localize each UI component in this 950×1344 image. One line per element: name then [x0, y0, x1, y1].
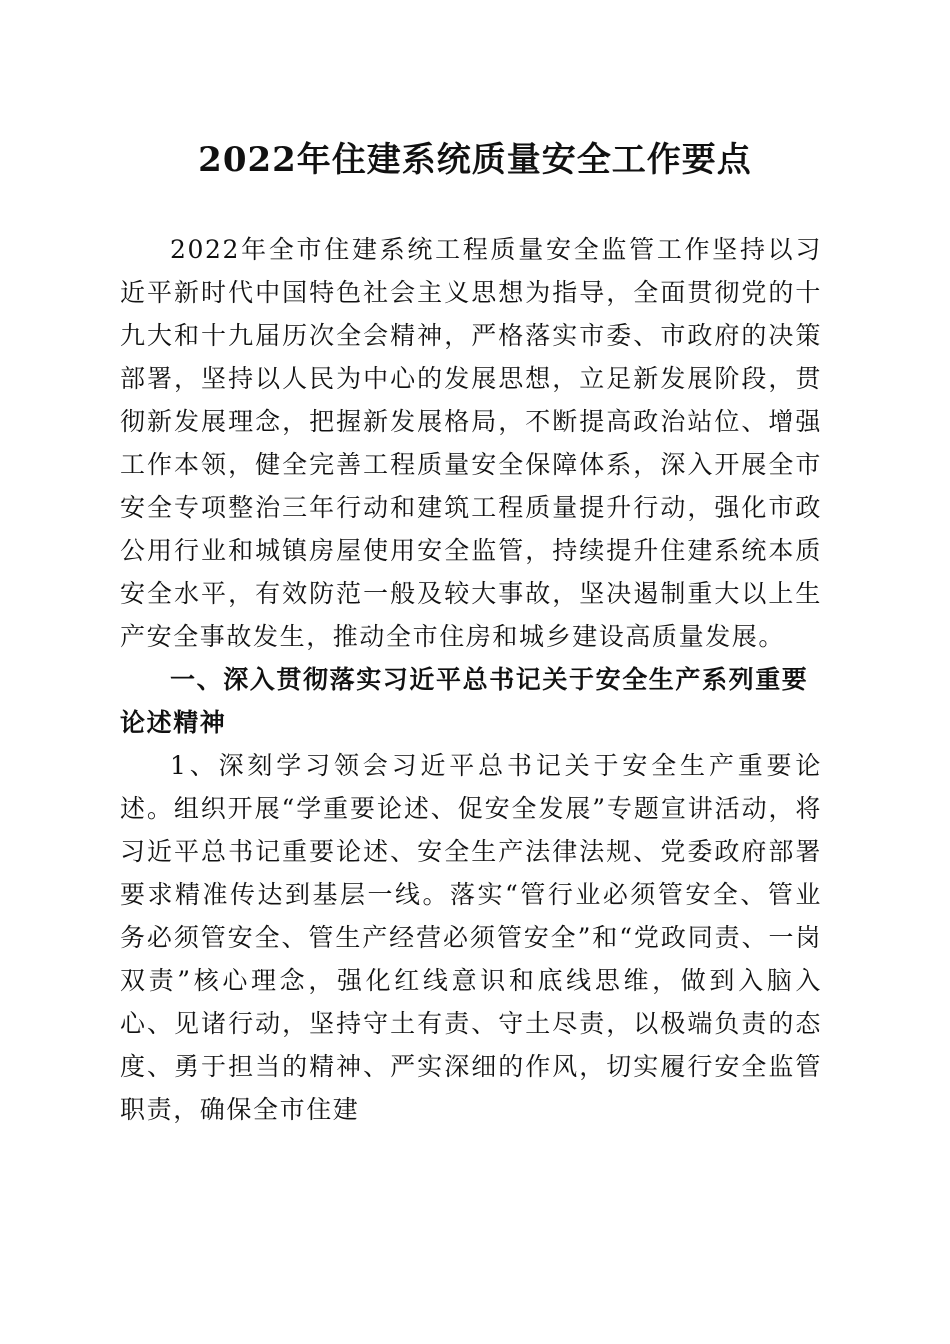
section-heading-1: 一、深入贯彻落实习近平总书记关于安全生产系列重要论述精神 [120, 665, 809, 737]
item-paragraph-1: 1、深刻学习领会习近平总书记关于安全生产重要论述。组织开展“学重要论述、促安全发展”专题宣讲活动，将习近平总书记重要论述、安全生产法律法规、党委政府部署要求精准传达到基层一线。落实“管行业必须管安全、管业务必须管安全、管生产经营必须管安全”和“党政同责、一岗双责”核心理念，强化红线意识和底线思维，做到入脑入心、见诸行动，坚持守土有责、守土尽责，以极端负责的态度、勇于担当的精神、严实深细的作风，切实履行安全监管职责，确保全市住建 [120, 751, 822, 1124]
document-title: 2022年住建系统质量安全工作要点 [198, 140, 752, 180]
intro-paragraph: 2022年全市住建系统工程质量安全监管工作坚持以习近平新时代中国特色社会主义思想为指导，全面贯彻党的十九大和十九届历次全会精神，严格落实市委、市政府的决策部署，坚持以人民为中心的发展思想，立足新发展阶段，贯彻新发展理念，把握新发展格局，不断提高政治站位、增强工作本领，健全完善工程质量安全保障体系，深入开展全市安全专项整治三年行动和建筑工程质量提升行动，强化市政公用行业和城镇房屋使用安全监管，持续提升住建系统本质安全水平，有效防范一般及较大事故，坚决遏制重大以上生产安全事故发生，推动全市住房和城乡建设高质量发展。 [120, 235, 822, 651]
document-body [120, 228, 822, 1131]
